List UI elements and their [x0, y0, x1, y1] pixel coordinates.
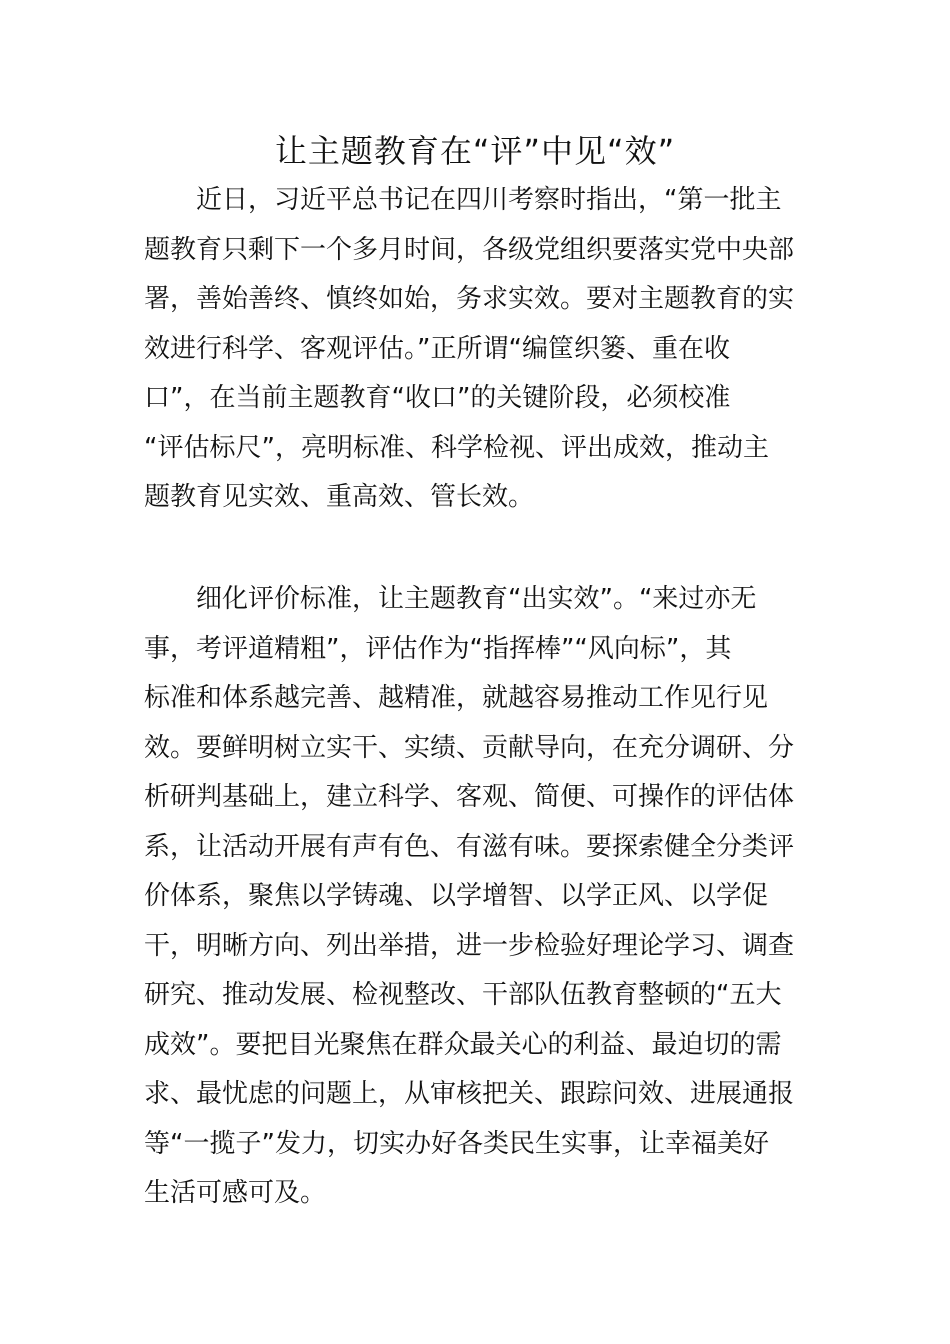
paragraph-1 [144, 176, 824, 523]
paragraph-line: 求、最忧虑的问题上，从审核把关、跟踪问效、进展通报 [144, 1079, 795, 1109]
paragraph-line: 价体系，聚焦以学铸魂、以学增智、以学正风、以学促 [144, 881, 769, 911]
paragraph-line: 系，让活动开展有声有色、有滋有味。要探索健全分类评 [144, 831, 795, 862]
paragraph-line: 近日，习近平总书记在四川考察时指出，“第一批主 [196, 185, 782, 215]
paragraph-line: 成效”。要把目光聚焦在群众最关心的利益、最迫切的需 [144, 1029, 782, 1060]
paragraph-line: 题教育只剩下一个多月时间，各级党组织要落实党中央部 [144, 234, 795, 265]
paragraph-line: 干，明晰方向、列出举措，进一步检验好理论学习、调查 [144, 930, 795, 961]
paragraph-line: 口”，在当前主题教育“收口”的关键阶段，必须校准 [144, 383, 731, 413]
paragraph-2 [144, 575, 824, 1219]
paragraph-line: 细化评价标准，让主题教育“出实效”。“来过亦无 [196, 584, 757, 614]
paragraph-line: 效进行科学、客观评估。”正所谓“编筐织篓、重在收 [144, 333, 730, 364]
paragraph-line: 标准和体系越完善、越精准，就越容易推动工作见行见 [144, 683, 769, 713]
paragraph-line: 等“一揽子”发力，切实办好各类民生实事，让幸福美好 [144, 1128, 769, 1159]
paragraph-line: 事，考评道精粗”，评估作为“指挥棒”“风向标”，其 [144, 633, 732, 664]
paragraph-line: 析研判基础上，建立科学、客观、简便、可操作的评估体 [144, 782, 795, 812]
paragraph-line: 效。要鲜明树立实干、实绩、贡献导向，在充分调研、分 [144, 732, 795, 763]
paragraph-line: 研究、推动发展、检视整改、干部队伍教育整顿的“五大 [144, 980, 782, 1010]
paragraph-line: 题教育见实效、重高效、管长效。 [144, 482, 535, 512]
document-title: 让主题教育在“评”中见“效” [274, 132, 676, 170]
paragraph-line: “评估标尺”，亮明标准、科学检视、评出成效，推动主 [144, 432, 769, 463]
paragraph-line: 生活可感可及。 [144, 1178, 327, 1208]
paragraph-line: 署，善始善终、慎终如始，务求实效。要对主题教育的实 [144, 284, 795, 314]
